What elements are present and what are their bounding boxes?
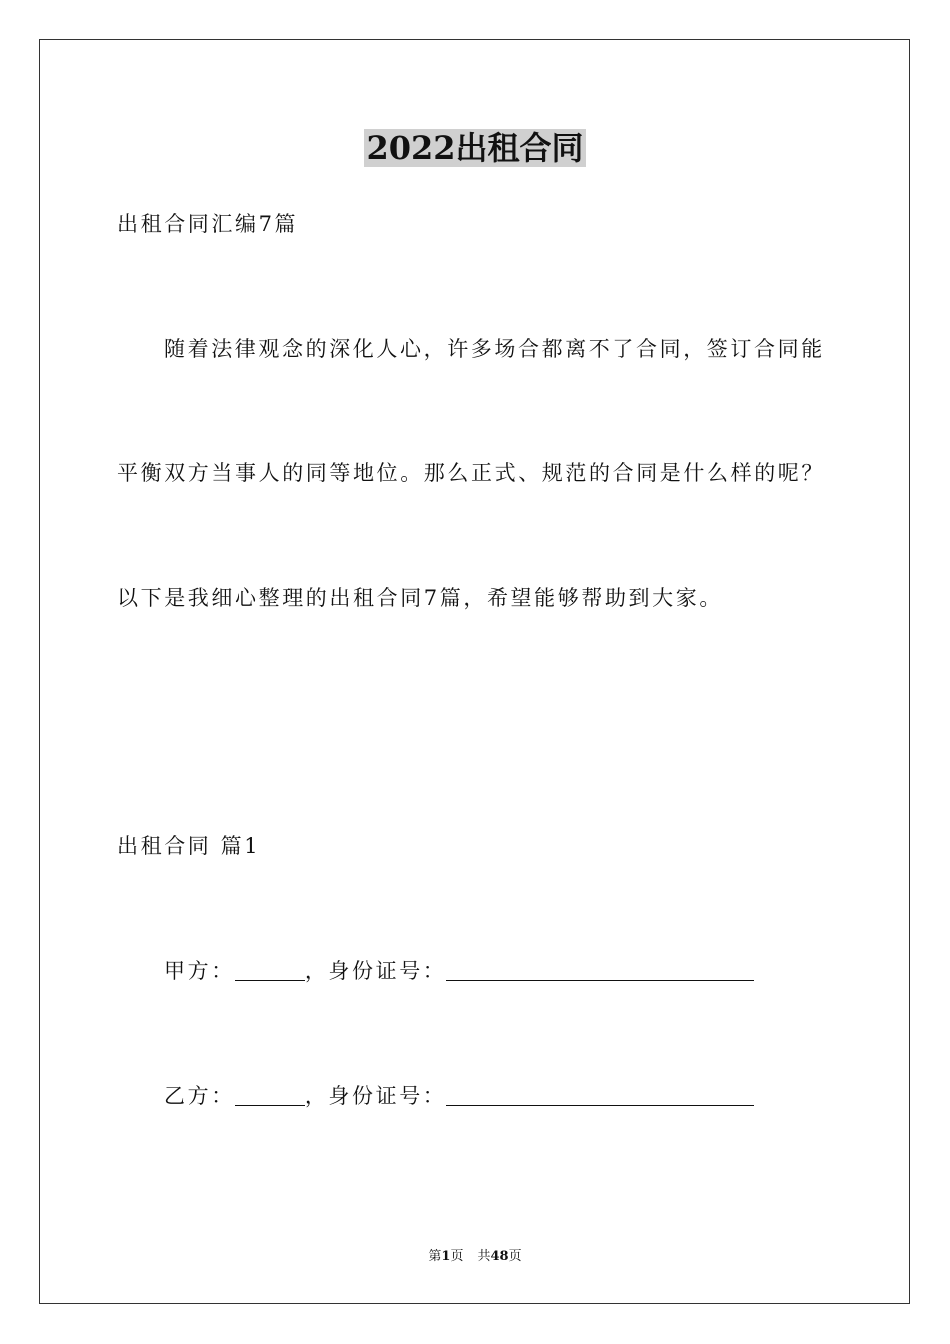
page-footer: [0, 1248, 950, 1266]
party-a-id-label: ，身份证号：: [304, 959, 447, 983]
document-subtitle: 出租合同汇编7篇: [117, 212, 299, 236]
party-a-name-blank: [235, 960, 305, 981]
party-a-label: 甲方：: [164, 959, 235, 983]
intro-paragraph-line-1: 随着法律观念的深化人心，许多场合都离不了合同，签订合同能: [164, 337, 825, 361]
party-b-id-blank: [446, 1085, 754, 1106]
page-number-suffix: 页: [450, 1249, 464, 1264]
document-title: [0, 126, 950, 170]
party-b-label: 乙方：: [164, 1084, 235, 1108]
section-heading: 出租合同 篇1: [117, 834, 261, 858]
total-pages-suffix: 页: [508, 1249, 522, 1264]
page-number: 1: [441, 1249, 451, 1264]
party-b-name-blank: [235, 1085, 305, 1106]
party-b-line: [164, 1082, 754, 1110]
total-pages: 48: [490, 1249, 509, 1264]
party-a-line: [164, 957, 754, 985]
party-a-id-blank: [446, 960, 754, 981]
document-title-text: 2022出租合同: [366, 129, 584, 167]
total-pages-prefix: 共: [477, 1249, 491, 1264]
intro-paragraph-line-2: 平衡双方当事人的同等地位。那么正式、规范的合同是什么样的呢？: [117, 461, 825, 485]
page-number-prefix: 第: [428, 1249, 442, 1264]
intro-paragraph-line-3: 以下是我细心整理的出租合同7篇，希望能够帮助到大家。: [117, 586, 723, 610]
party-b-id-label: ，身份证号：: [304, 1084, 447, 1108]
